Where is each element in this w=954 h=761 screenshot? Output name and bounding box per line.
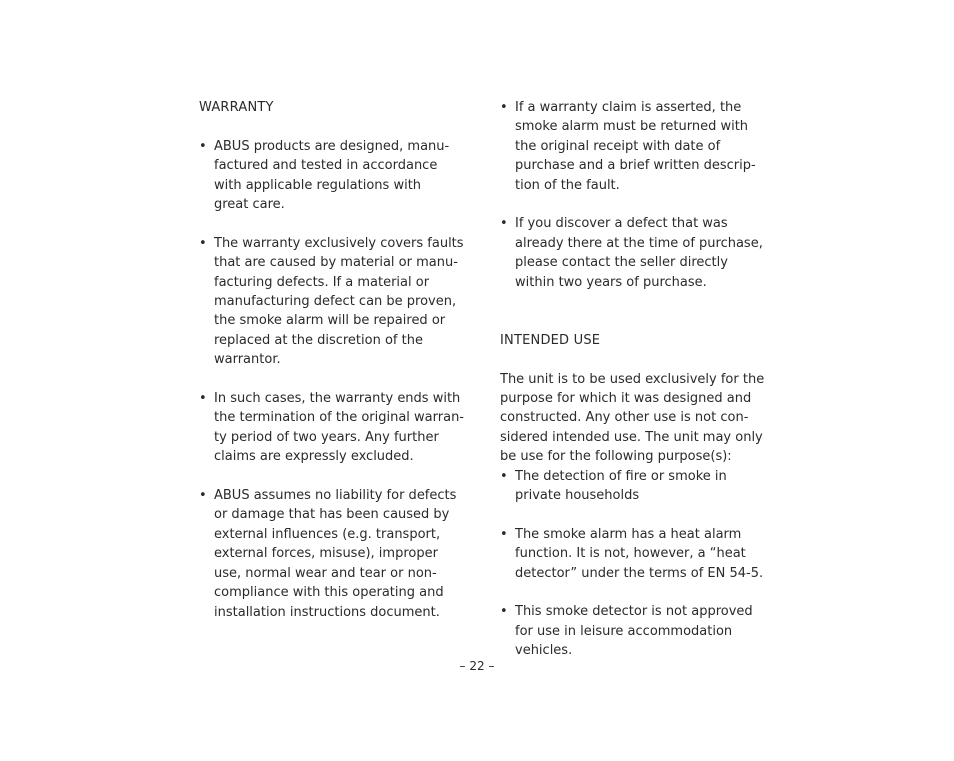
- page-number: – 22 –: [459, 659, 495, 673]
- warranty-bullet-2: • The warranty exclusively covers faults that are caused by material or manu- facturing defects. If a material or manufacturing defect can be proven, the smoke alarm will be repaired or replaced at the discretion of the warrantor.: [199, 235, 464, 368]
- intended-use-paragraph: The unit is to be used exclusively for the purpose for which it was designed and constructed. Any other use is not con- sidered intended use. The unit may only be use for the following purpose(s):: [500, 371, 765, 465]
- bullet-dot: •: [500, 604, 508, 620]
- bullet-dot: •: [199, 391, 207, 407]
- warranty-bullet-6: • If you discover a defect that was already there at the time of purchase, please contact the seller directly within two years of purchase.: [500, 216, 763, 290]
- bullet-dot: •: [500, 216, 508, 232]
- bullet-dot: •: [199, 488, 207, 504]
- warranty-bullet-3: • In such cases, the warranty ends with the termination of the original warran- ty period of two years. Any further claims are expressly excluded.: [199, 391, 465, 465]
- warranty-bullet-1: • ABUS products are designed, manu- factured and tested in accordance with applicable regulations with great care.: [199, 138, 450, 213]
- warranty-heading: WARRANTY: [199, 100, 274, 115]
- intended-use-bullet-2: • The smoke alarm has a heat alarm function. It is not, however, a “heat detector” under the terms of EN 54-5.: [500, 526, 764, 581]
- bullet-dot: •: [500, 468, 508, 484]
- bullet-dot: •: [500, 100, 508, 115]
- intended-use-bullet-1: • The detection of fire or smoke in private households: [500, 468, 727, 504]
- warranty-bullet-5: • If a warranty claim is asserted, the smoke alarm must be returned with the original receipt with date of purchase and a brief written descrip- tion of the fault.: [500, 100, 756, 193]
- intended-use-heading: INTENDED USE: [500, 332, 601, 348]
- bullet-dot: •: [199, 138, 207, 154]
- right-column: [500, 98, 770, 661]
- intended-use-bullet-3: • This smoke detector is not approved for use in leisure accommodation vehicles.: [500, 604, 753, 659]
- bullet-dot: •: [199, 235, 207, 251]
- left-column: [199, 98, 469, 622]
- bullet-dot: •: [500, 526, 508, 542]
- warranty-bullet-4: • ABUS assumes no liability for defects or damage that has been caused by external influences (e.g. transport, external forces, misuse), improper use, normal wear and tear or non- compliance with this operating and installation instructions document.: [199, 488, 457, 620]
